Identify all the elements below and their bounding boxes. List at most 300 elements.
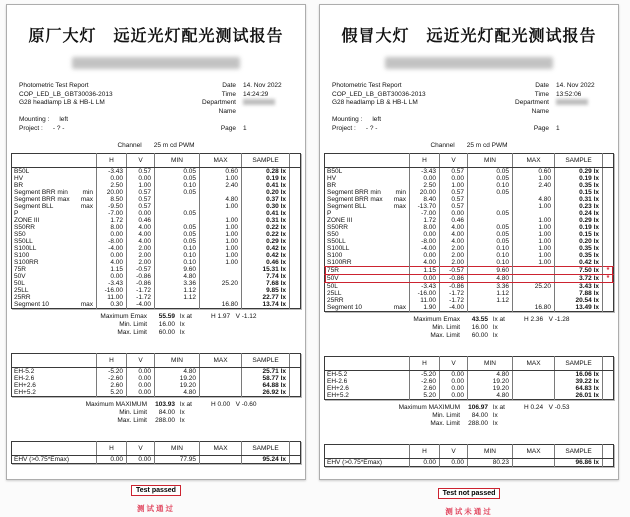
row-label: S50 <box>14 231 26 238</box>
cell-v: 0.57 <box>127 203 155 210</box>
cell-h: 2.60 <box>97 382 127 389</box>
cell-min: 1.12 <box>468 290 513 297</box>
cell-min: 1.12 <box>155 294 200 301</box>
table-row <box>325 290 614 297</box>
column-header: MIN <box>468 154 513 168</box>
cell-h: -8.00 <box>97 238 127 245</box>
department-value <box>243 99 291 108</box>
table-row <box>12 389 301 397</box>
cell-h: -16.00 <box>97 287 127 294</box>
cell-h: 8.50 <box>97 196 127 203</box>
cell-v: 0.00 <box>440 385 468 392</box>
row-label: S100LL <box>14 245 37 252</box>
cell-v: 1.00 <box>440 182 468 189</box>
table-header-row <box>12 154 301 168</box>
table-row <box>325 245 614 252</box>
column-header: H <box>97 354 127 368</box>
cell-h: 1.72 <box>410 217 440 224</box>
cell-v: -1.72 <box>440 297 468 304</box>
table-row <box>325 210 614 217</box>
row-label: 25RR <box>14 294 31 301</box>
cell-h: -4.00 <box>97 245 127 252</box>
cell-h: 0.00 <box>410 459 440 467</box>
cell-min: 80.23 <box>468 459 513 467</box>
cell-v: -0.57 <box>440 267 468 275</box>
table-row <box>325 238 614 245</box>
time-value: 13:52:06 <box>556 90 582 98</box>
table-row <box>325 392 614 400</box>
cell-h: -2.60 <box>410 378 440 385</box>
cell-sample: 0.15 lx <box>555 189 603 196</box>
fail-flag <box>290 259 301 266</box>
table-row <box>12 182 301 189</box>
mounting-row: Mounting : left <box>19 116 69 123</box>
cell-sample: 7.74 lx <box>242 273 290 280</box>
cell-min <box>468 203 513 210</box>
cell-min: 0.05 <box>155 168 200 176</box>
cell-max: 4.80 <box>513 196 555 203</box>
table-header-row <box>325 154 614 168</box>
report-meta <box>320 82 618 133</box>
cell-max: 1.00 <box>200 231 242 238</box>
cell-sample: 0.41 lx <box>242 210 290 217</box>
cell-v: 0.57 <box>127 168 155 176</box>
cell-sample: 3.72 lx <box>555 275 603 283</box>
cell-h: 4.00 <box>410 259 440 267</box>
cell-sample: 0.37 lx <box>242 196 290 203</box>
cell-sample: 58.77 lx <box>242 375 290 382</box>
row-label: HV <box>14 175 24 182</box>
fail-flag <box>290 273 301 280</box>
project-row: Project : - ? - <box>332 124 378 132</box>
cell-max: 1.00 <box>513 231 555 238</box>
time-value: 14:24:29 <box>243 90 269 98</box>
row-label: BR <box>14 182 24 189</box>
cell-v: 0.00 <box>127 175 155 182</box>
cell-v: 0.00 <box>440 392 468 400</box>
cell-max: 16.80 <box>513 304 555 312</box>
fail-flag <box>290 217 301 224</box>
cell-max <box>513 290 555 297</box>
channel-value: 25 m cd PWM <box>466 142 508 149</box>
cell-max <box>513 392 555 400</box>
emax-summary: Maximum Emax 43.55 lx at H 2.36 V -1.28 Min. Limit 16.00 lx Max. Limit 60.00 lx <box>413 316 570 339</box>
row-label: ZONE III <box>14 217 40 224</box>
row-label: 50V <box>14 273 26 280</box>
cell-min: 0.05 <box>468 168 513 176</box>
column-header: MAX <box>513 154 555 168</box>
column-header: MIN <box>155 442 200 456</box>
fail-flag <box>603 378 614 385</box>
name-label: Name <box>218 107 236 115</box>
table-row <box>12 210 301 217</box>
cell-max <box>200 382 242 389</box>
fail-flag <box>603 238 614 245</box>
cell-min: 0.10 <box>468 252 513 259</box>
cell-sample: 0.31 lx <box>555 196 603 203</box>
cell-min: 0.10 <box>155 182 200 189</box>
cell-max: 1.00 <box>200 252 242 259</box>
column-header: V <box>127 354 155 368</box>
cell-h: 2.50 <box>97 182 127 189</box>
row-label: S100RR <box>327 259 352 266</box>
cell-max <box>200 189 242 196</box>
date-value: 14. Nov 2022 <box>556 82 595 89</box>
cell-min <box>468 304 513 312</box>
table-row <box>325 189 614 196</box>
cell-max: 1.00 <box>513 224 555 231</box>
fail-flag <box>290 224 301 231</box>
cell-max <box>513 371 555 379</box>
channel-line <box>7 142 305 149</box>
column-header: SAMPLE <box>555 445 603 459</box>
column-header: V <box>127 154 155 168</box>
cell-max: 1.00 <box>200 238 242 245</box>
table-row <box>325 378 614 385</box>
row-label: S50RR <box>327 224 348 231</box>
cell-min: 0.05 <box>468 224 513 231</box>
row-label: EH-2.6 <box>327 378 348 385</box>
fail-flag <box>290 196 301 203</box>
table-row <box>12 168 301 176</box>
time-label: Time <box>534 90 549 98</box>
doc-line: Photometric Test Report <box>19 82 89 89</box>
cell-h: 0.00 <box>410 252 440 259</box>
cell-v: -0.57 <box>127 266 155 273</box>
cell-min: 0.05 <box>155 210 200 217</box>
cell-h: 5.20 <box>410 392 440 400</box>
cell-h: -4.00 <box>410 245 440 252</box>
cell-v: 2.00 <box>127 259 155 266</box>
table-row <box>12 301 301 309</box>
cell-max: 1.00 <box>513 259 555 267</box>
cell-max: 1.00 <box>513 203 555 210</box>
cell-h: -7.00 <box>97 210 127 217</box>
cell-min <box>155 196 200 203</box>
cell-sample: 64.88 lx <box>242 382 290 389</box>
fail-flag <box>290 368 301 376</box>
fail-flag <box>603 371 614 379</box>
cell-min: 77.95 <box>155 456 200 464</box>
cell-v: 0.00 <box>440 175 468 182</box>
photometric-table-eh <box>324 356 614 400</box>
fail-flag <box>290 231 301 238</box>
cell-h: 0.00 <box>97 252 127 259</box>
cell-min: 0.05 <box>155 231 200 238</box>
fail-flag <box>290 175 301 182</box>
cell-h: 0.30 <box>97 301 127 309</box>
row-label: EHV (>0.75*Emax) <box>14 456 70 463</box>
column-header: SAMPLE <box>242 354 290 368</box>
cell-h: 20.00 <box>410 189 440 196</box>
cell-v: 0.57 <box>127 196 155 203</box>
cell-min: 4.80 <box>155 368 200 376</box>
cell-v: 0.57 <box>440 196 468 203</box>
fail-flag <box>290 301 301 309</box>
cell-min: 0.05 <box>468 231 513 238</box>
cell-min: 0.05 <box>468 238 513 245</box>
cell-max: 1.00 <box>200 217 242 224</box>
row-label: Segment 10 max <box>14 301 93 308</box>
cell-max: 1.00 <box>513 245 555 252</box>
table-row <box>325 283 614 291</box>
row-label: Segment BLL max <box>327 203 406 210</box>
cell-min: 0.05 <box>468 175 513 182</box>
cell-sample: 0.29 lx <box>555 217 603 224</box>
cell-min: 0.10 <box>468 259 513 267</box>
cell-h: 0.00 <box>410 231 440 238</box>
date-label: Date <box>222 82 236 89</box>
fail-flag <box>290 168 301 176</box>
row-label: EH+5.2 <box>14 389 36 396</box>
cell-min <box>468 196 513 203</box>
cell-min <box>155 301 200 309</box>
table-row <box>325 168 614 176</box>
cell-sample: 0.24 lx <box>555 210 603 217</box>
fail-flag <box>603 459 614 467</box>
cell-sample: 0.29 lx <box>555 168 603 176</box>
fail-flag <box>290 238 301 245</box>
date-label: Date <box>535 82 549 89</box>
table-row <box>325 175 614 182</box>
redacted-subtitle <box>72 57 240 69</box>
cell-max <box>513 267 555 275</box>
doc-line: COP_LED_LB_GBT30036-2013 <box>19 90 113 98</box>
cell-h: 0.00 <box>410 275 440 283</box>
doc-line: COP_LED_LB_GBT30036-2013 <box>332 90 426 98</box>
cell-min: 1.12 <box>155 287 200 294</box>
column-header: H <box>410 445 440 459</box>
photometric-table-main <box>324 153 614 312</box>
cell-max <box>200 368 242 376</box>
department-label: Department <box>202 99 236 106</box>
photometric-table-main <box>11 153 301 309</box>
cell-sample: 26.92 lx <box>242 389 290 397</box>
cell-sample: 0.31 lx <box>242 217 290 224</box>
cell-min <box>468 217 513 224</box>
cell-sample: 39.22 lx <box>555 378 603 385</box>
cell-h: 20.00 <box>97 189 127 196</box>
cell-sample: 22.77 lx <box>242 294 290 301</box>
table-row <box>325 224 614 231</box>
cell-min: 4.80 <box>468 371 513 379</box>
row-label: S100 <box>14 252 30 259</box>
cell-v: 0.00 <box>440 378 468 385</box>
fail-flag <box>290 189 301 196</box>
cell-h: -7.00 <box>410 210 440 217</box>
cell-sample: 0.35 lx <box>555 182 603 189</box>
table-row <box>12 375 301 382</box>
cell-v: 0.46 <box>127 217 155 224</box>
cell-h: 0.00 <box>97 273 127 280</box>
cell-h: -5.20 <box>410 371 440 379</box>
table-row <box>12 273 301 280</box>
fail-flag <box>603 290 614 297</box>
cell-max <box>200 456 242 464</box>
cell-min: 4.80 <box>468 392 513 400</box>
cell-v: 0.00 <box>127 210 155 217</box>
cell-sample: 25.71 lx <box>242 368 290 376</box>
cell-min <box>155 217 200 224</box>
cell-v: -4.00 <box>127 301 155 309</box>
row-label: B50L <box>14 168 30 175</box>
fail-flag <box>290 456 301 464</box>
cell-sample: 0.19 lx <box>555 224 603 231</box>
table-row <box>12 382 301 389</box>
cell-v: -4.00 <box>440 304 468 312</box>
cell-sample: 0.22 lx <box>242 231 290 238</box>
cell-min: 0.10 <box>468 245 513 252</box>
cell-v: 0.57 <box>440 189 468 196</box>
table-row <box>12 252 301 259</box>
cell-sample: 0.20 lx <box>555 238 603 245</box>
row-label: P <box>327 210 332 217</box>
cell-h: -3.43 <box>97 168 127 176</box>
column-header: MAX <box>200 442 242 456</box>
column-header: H <box>410 357 440 371</box>
date-value: 14. Nov 2022 <box>243 82 282 89</box>
fail-flag <box>603 168 614 176</box>
cell-min: 4.80 <box>468 275 513 283</box>
doc-line: G28 headlamp LB & HB-L LM <box>332 99 418 106</box>
cell-min: 3.36 <box>468 283 513 291</box>
table-row <box>325 182 614 189</box>
cell-h: 0.00 <box>410 175 440 182</box>
fail-flag <box>290 294 301 301</box>
table-row <box>325 217 614 224</box>
channel-line <box>320 142 618 149</box>
cell-max: 1.00 <box>513 175 555 182</box>
row-label: EH-5.2 <box>14 368 35 375</box>
emax-summary: Maximum Emax 55.59 lx at H 1.97 V -1.12 Min. Limit 16.00 lx Max. Limit 60.00 lx <box>100 313 257 336</box>
cell-sample: 0.42 lx <box>242 252 290 259</box>
row-label: S50LL <box>327 238 346 245</box>
table-row <box>12 259 301 266</box>
row-label: Segment BRR min min <box>14 189 93 196</box>
test-result <box>320 482 618 500</box>
table-row <box>12 245 301 252</box>
cell-max: 1.00 <box>200 203 242 210</box>
page-label: Page <box>220 124 236 132</box>
fail-flag <box>603 231 614 238</box>
column-header: SAMPLE <box>555 154 603 168</box>
cell-max: 1.00 <box>200 224 242 231</box>
doc-line: G28 headlamp LB & HB-L LM <box>19 99 105 106</box>
table-row <box>325 259 614 267</box>
fail-flag <box>603 196 614 203</box>
fail-flag <box>290 375 301 382</box>
photometric-table-eh <box>11 353 301 397</box>
cell-sample: 0.19 lx <box>555 175 603 182</box>
department-label: Department <box>515 99 549 106</box>
doc-line: Photometric Test Report <box>332 82 402 89</box>
column-header: V <box>440 445 468 459</box>
cell-v: 2.00 <box>127 252 155 259</box>
cell-h: 0.00 <box>97 456 127 464</box>
cell-h: 1.15 <box>97 266 127 273</box>
cell-h: -5.20 <box>97 368 127 376</box>
row-label: 50V <box>325 275 410 283</box>
cell-sample: 7.68 lx <box>242 280 290 287</box>
cell-min: 3.36 <box>155 280 200 287</box>
fail-flag <box>603 182 614 189</box>
table-row <box>325 231 614 238</box>
cell-max: 1.00 <box>200 259 242 266</box>
row-label: ZONE III <box>327 217 353 224</box>
column-header: SAMPLE <box>555 357 603 371</box>
row-label: EH+2.6 <box>14 382 36 389</box>
photometric-table-ehv <box>11 441 301 464</box>
test-result-chinese: 测试未通过 <box>445 507 493 516</box>
redacted-subtitle <box>385 57 553 69</box>
cell-max <box>513 275 555 283</box>
cell-max: 2.40 <box>200 182 242 189</box>
cell-sample: 0.30 lx <box>242 203 290 210</box>
cell-v: -0.86 <box>127 273 155 280</box>
cell-v: -0.86 <box>440 275 468 283</box>
column-header: MIN <box>155 354 200 368</box>
row-label: S100RR <box>14 259 39 266</box>
table-row <box>325 297 614 304</box>
cell-max <box>200 294 242 301</box>
table-row <box>12 224 301 231</box>
fail-flag <box>290 210 301 217</box>
cell-max: 16.80 <box>200 301 242 309</box>
cell-max <box>200 266 242 273</box>
row-label: S50 <box>327 231 339 238</box>
cell-sample: 0.46 lx <box>242 259 290 266</box>
column-header: MAX <box>200 354 242 368</box>
page-title: 原厂大灯 远近光灯配光测试报告 <box>28 28 284 45</box>
row-label: BR <box>327 182 337 189</box>
column-header: MAX <box>513 445 555 459</box>
cell-min: 4.80 <box>155 273 200 280</box>
table-row <box>325 304 614 312</box>
fail-flag <box>603 203 614 210</box>
column-header: V <box>440 154 468 168</box>
row-label: 75R <box>325 267 410 275</box>
fail-flag <box>603 385 614 392</box>
cell-h: 1.72 <box>97 217 127 224</box>
fail-flag <box>603 304 614 312</box>
cell-v: 2.00 <box>440 252 468 259</box>
cell-v: -0.86 <box>440 283 468 291</box>
cell-max <box>200 375 242 382</box>
test-result-box: Test passed <box>131 485 181 496</box>
cell-h: 8.00 <box>410 224 440 231</box>
cell-v: 4.00 <box>127 238 155 245</box>
column-header: H <box>97 442 127 456</box>
cell-sample: 0.22 lx <box>242 224 290 231</box>
fail-flag <box>603 210 614 217</box>
row-label: S50LL <box>14 238 33 245</box>
cell-h: 2.50 <box>410 182 440 189</box>
table-row <box>12 175 301 182</box>
row-label: Segment BRR max max <box>14 196 93 203</box>
table-row <box>325 196 614 203</box>
cell-max: 1.00 <box>200 175 242 182</box>
fail-flag <box>603 283 614 291</box>
cell-max: 4.80 <box>200 196 242 203</box>
report-page-original <box>6 4 306 513</box>
fail-flag <box>603 259 614 267</box>
row-label: HV <box>327 175 337 182</box>
cell-sample: 0.29 lx <box>242 238 290 245</box>
cell-sample: 0.41 lx <box>242 182 290 189</box>
column-header: V <box>127 442 155 456</box>
fail-flag <box>290 266 301 273</box>
report-meta-left <box>19 82 113 133</box>
